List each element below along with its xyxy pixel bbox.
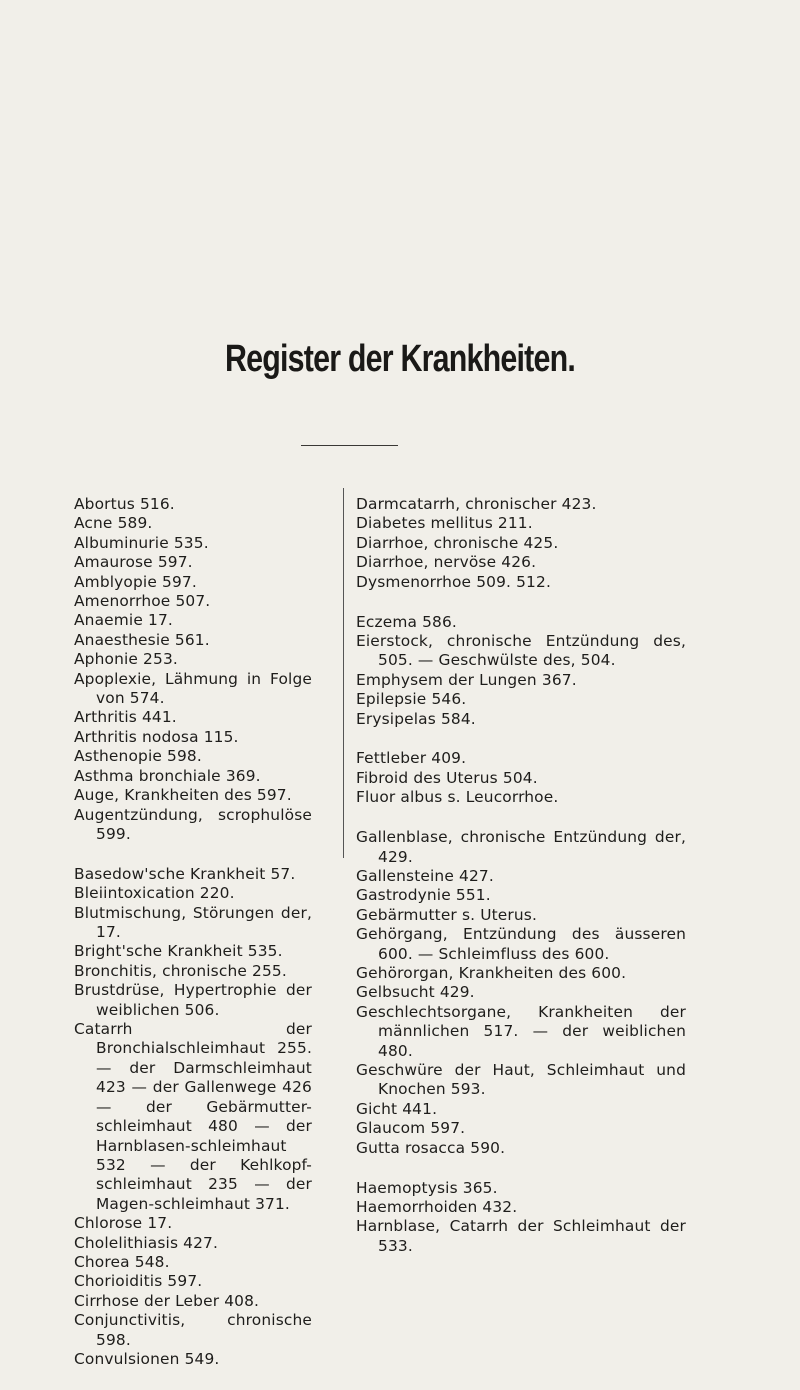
index-column-right (356, 495, 686, 1277)
index-entry: Diarrhoe, chronische 425. (356, 533, 559, 552)
index-entry: Acne 589. (74, 514, 153, 533)
index-group (356, 828, 686, 1158)
index-entry: Bright'sche Krankheit 535. (74, 942, 283, 961)
index-entry: Gicht 441. (356, 1099, 438, 1118)
index-entry: Gastrodynie 551. (356, 886, 491, 905)
index-group (356, 613, 686, 729)
index-entry: Fluor albus s. Leucorrhoe. (356, 788, 559, 807)
index-entry: Cholelithiasis 427. (74, 1233, 219, 1252)
index-entry: Anaesthesie 561. (74, 630, 210, 649)
index-entry: Chorioiditis 597. (74, 1272, 203, 1291)
index-entry: Augentzündung, scrophulöse 599. (74, 805, 312, 843)
index-entry: Haemoptysis 365. (356, 1178, 498, 1197)
index-group (356, 1179, 686, 1257)
index-entry: Eierstock, chronische Entzündung des, 505. — Geschwülste des, 504. (356, 631, 686, 670)
index-entry: Chorea 548. (74, 1252, 170, 1271)
index-entry: Cirrhose der Leber 408. (74, 1291, 260, 1310)
index-entry: Gelbsucht 429. (356, 983, 475, 1002)
index-entry: Amaurose 597. (74, 553, 193, 572)
index-entry: Aphonie 253. (74, 650, 178, 669)
index-entry: Basedow'sche Krankheit 57. (74, 864, 296, 883)
index-entry: Gehörgang, Entzündung des äusseren 600. — Schleimfluss des 600. (356, 925, 686, 963)
index-group (74, 865, 312, 1370)
index-entry: Geschwüre der Haut, Schleimhaut und Knochen 593. (356, 1061, 686, 1099)
index-entry: Blutmischung, Störungen der, 17. (74, 903, 312, 942)
index-group (356, 495, 686, 592)
index-entry: Arthritis 441. (74, 708, 177, 727)
index-entry: Geschlechtsorgane, Krankheiten der männlichen 517. — der weiblichen 480. (356, 1002, 686, 1060)
index-column-left (74, 495, 312, 1390)
index-entry: Bronchitis, chronische 255. (74, 961, 287, 980)
index-entry: Auge, Krankheiten des 597. (74, 786, 292, 805)
index-entry: Amenorrhoe 507. (74, 592, 211, 611)
index-entry: Conjunctivitis, chronische 598. (74, 1311, 312, 1349)
column-divider (343, 488, 344, 858)
index-entry: Arthritis nodosa 115. (74, 727, 239, 746)
index-entry: Gallenblase, chronische Entzündung der, 429. (356, 828, 686, 866)
title-divider (301, 445, 398, 446)
index-entry: Amblyopie 597. (74, 572, 197, 591)
index-entry: Convulsionen 549. (74, 1349, 220, 1368)
index-entry: Glaucom 597. (356, 1119, 466, 1138)
index-entry: Darmcatarrh, chronischer 423. (356, 495, 597, 513)
index-entry: Haemorrhoiden 432. (356, 1198, 518, 1216)
index-group (356, 749, 686, 807)
index-entry: Harnblase, Catarrh der Schleimhaut der 533. (356, 1217, 686, 1255)
index-group (74, 495, 312, 844)
index-entry: Bleiintoxication 220. (74, 884, 235, 903)
index-entry: Asthenopie 598. (74, 747, 202, 766)
index-entry: Gutta rosacca 590. (356, 1138, 506, 1157)
index-entry: Gallensteine 427. (356, 867, 494, 885)
index-entry: Catarrh der Bronchialschleimhaut 255. — der Darmschleimhaut 423 — der Gallenwege 426 — der Gebärmutter-schleimhaut 480 — der Harnblasen-schleimhaut 532 — der Kehlkopf-schleimhaut 235 — der Magen-schleimhaut 371. (74, 1020, 312, 1213)
index-entry: Albuminurie 535. (74, 533, 209, 552)
index-entry: Fibroid des Uterus 504. (356, 768, 538, 787)
index-entry: Gebärmutter s. Uterus. (356, 905, 538, 924)
index-entry: Abortus 516. (74, 495, 175, 513)
index-entry: Diarrhoe, nervöse 426. (356, 553, 537, 572)
index-entry: Dysmenorrhoe 509. 512. (356, 572, 551, 591)
page-title: Register der Krankheiten. (225, 338, 575, 380)
index-entry: Diabetes mellitus 211. (356, 514, 533, 533)
index-entry: Emphysem der Lungen 367. (356, 670, 577, 689)
index-entry: Chlorose 17. (74, 1214, 173, 1233)
index-entry: Anaemie 17. (74, 611, 173, 630)
index-entry: Eczema 586. (356, 612, 457, 631)
index-entry: Epilepsie 546. (356, 690, 467, 709)
index-entry: Erysipelas 584. (356, 709, 476, 728)
index-entry: Fettleber 409. (356, 749, 467, 768)
index-entry: Brustdrüse, Hypertrophie der weiblichen 506. (74, 981, 312, 1019)
index-entry: Apoplexie, Lähmung in Folge von 574. (74, 669, 312, 708)
index-entry: Asthma bronchiale 369. (74, 766, 261, 785)
index-entry: Gehörorgan, Krankheiten des 600. (356, 964, 627, 983)
